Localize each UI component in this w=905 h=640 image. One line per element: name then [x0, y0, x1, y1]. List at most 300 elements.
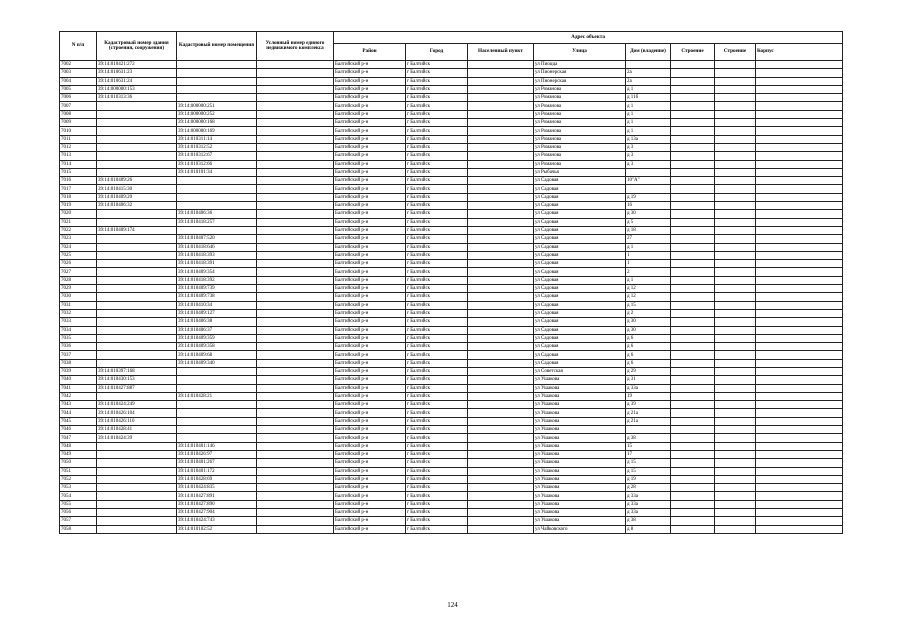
cell-empty — [715, 475, 756, 483]
cell-c: г Балтийск — [406, 334, 468, 342]
cell-d: Балтийский р-н — [334, 367, 406, 375]
cell-h: д 15 — [626, 459, 671, 467]
table-row — [60, 276, 843, 284]
cell-empty — [756, 376, 843, 384]
cell-empty — [257, 384, 334, 392]
table-row — [60, 392, 843, 400]
cell-h — [626, 426, 671, 434]
cell-h — [626, 185, 671, 193]
cell-n: 7004 — [60, 77, 97, 85]
cell-n: 7029 — [60, 285, 97, 293]
cell-b: 39:14:010424:249 — [97, 401, 177, 409]
cell-empty — [257, 61, 334, 69]
cell-empty — [257, 135, 334, 143]
cell-empty — [468, 401, 534, 409]
table-row — [60, 500, 843, 508]
cell-empty — [671, 177, 715, 185]
cell-d: Балтийский р-н — [334, 135, 406, 143]
cell-empty — [468, 417, 534, 425]
cell-empty — [756, 119, 843, 127]
cell-r: 39:14:010418:392 — [177, 276, 257, 284]
cell-empty — [715, 417, 756, 425]
cell-n: 7050 — [60, 459, 97, 467]
cell-empty — [468, 301, 534, 309]
cell-r: 39:14:010409:340 — [177, 359, 257, 367]
cell-n: 7054 — [60, 492, 97, 500]
cell-n: 7007 — [60, 102, 97, 110]
cell-n: 7039 — [60, 367, 97, 375]
cell-r: 39:14:010401:146 — [177, 442, 257, 450]
cell-h: д 38 — [626, 434, 671, 442]
cell-c: г Балтийск — [406, 235, 468, 243]
cell-h: д 6 — [626, 351, 671, 359]
cell-d: Балтийский р-н — [334, 517, 406, 525]
cell-r: 39:14:010409:738 — [177, 293, 257, 301]
cell-empty — [715, 484, 756, 492]
table-row — [60, 202, 843, 210]
cell-s: ул Ушакова — [534, 484, 626, 492]
cell-r — [177, 376, 257, 384]
cell-r: 39:14:010424:743 — [177, 517, 257, 525]
cell-empty — [257, 359, 334, 367]
table-row — [60, 135, 843, 143]
cell-empty — [468, 260, 534, 268]
cell-b: 39:14:010415:30 — [97, 185, 177, 193]
cell-n: 7049 — [60, 450, 97, 458]
cell-d: Балтийский р-н — [334, 475, 406, 483]
cell-empty — [715, 467, 756, 475]
cell-b — [97, 301, 177, 309]
cell-s: ул Садовая — [534, 334, 626, 342]
cell-empty — [756, 235, 843, 243]
cell-h: д 1 — [626, 119, 671, 127]
table-row — [60, 359, 843, 367]
cell-empty — [756, 301, 843, 309]
cell-empty — [715, 343, 756, 351]
cell-h: д 28 — [626, 484, 671, 492]
cell-s: ул Романова — [534, 94, 626, 102]
cell-empty — [468, 94, 534, 102]
cell-b — [97, 492, 177, 500]
cell-d: Балтийский р-н — [334, 193, 406, 201]
cell-c: г Балтийск — [406, 61, 468, 69]
cell-b — [97, 475, 177, 483]
cell-r — [177, 61, 257, 69]
cell-r — [177, 77, 257, 85]
cell-empty — [257, 367, 334, 375]
table-row — [60, 143, 843, 151]
cell-empty — [756, 285, 843, 293]
cell-d: Балтийский р-н — [334, 119, 406, 127]
cell-r: 39:14:010409:359 — [177, 334, 257, 342]
cell-b: 39:14:010426:110 — [97, 417, 177, 425]
cell-empty — [671, 426, 715, 434]
cell-empty — [257, 119, 334, 127]
cell-s: ул Пиоцца — [534, 61, 626, 69]
cell-c: г Балтийск — [406, 384, 468, 392]
cell-empty — [257, 160, 334, 168]
cell-r: 39:14:010418:646 — [177, 243, 257, 251]
cell-s: ул Ушакова — [534, 500, 626, 508]
cell-s: ул Ушакова — [534, 409, 626, 417]
cell-b — [97, 152, 177, 160]
cell-r — [177, 417, 257, 425]
cell-n: 7032 — [60, 309, 97, 317]
cell-empty — [257, 450, 334, 458]
cell-d: Балтийский р-н — [334, 409, 406, 417]
cell-n: 7037 — [60, 351, 97, 359]
cell-empty — [468, 392, 534, 400]
cell-s: ул Садовая — [534, 268, 626, 276]
cell-empty — [257, 525, 334, 533]
cell-h: д 3 — [626, 152, 671, 160]
table-row — [60, 268, 843, 276]
cell-d: Балтийский р-н — [334, 127, 406, 135]
cell-empty — [671, 210, 715, 218]
cell-n: 7002 — [60, 61, 97, 69]
cell-empty — [715, 309, 756, 317]
cell-empty — [257, 168, 334, 176]
cell-h: д 12 — [626, 285, 671, 293]
cell-b — [97, 285, 177, 293]
cell-r — [177, 202, 257, 210]
cell-empty — [468, 334, 534, 342]
cell-s: ул Садовая — [534, 218, 626, 226]
table-row — [60, 426, 843, 434]
cell-s: ул Садовая — [534, 243, 626, 251]
cell-h: 1 — [626, 251, 671, 259]
cell-c: г Балтийск — [406, 243, 468, 251]
cell-r: 39:14:010406:36 — [177, 210, 257, 218]
cell-r — [177, 94, 257, 102]
cell-empty — [257, 285, 334, 293]
cell-empty — [671, 450, 715, 458]
cell-empty — [756, 168, 843, 176]
cell-s: ул Пионерская — [534, 69, 626, 77]
table-row — [60, 177, 843, 185]
cell-h: д 18 — [626, 226, 671, 234]
cell-empty — [468, 185, 534, 193]
cell-c: г Балтийск — [406, 359, 468, 367]
cell-empty — [756, 326, 843, 334]
table-row — [60, 251, 843, 259]
cell-empty — [257, 94, 334, 102]
cell-c: г Балтийск — [406, 210, 468, 218]
header-cadastral-room: Кадастровый номер помещения — [177, 32, 257, 61]
cell-r: 39:14:010401:267 — [177, 459, 257, 467]
cell-r: 39:14:010427:890 — [177, 500, 257, 508]
cell-empty — [756, 434, 843, 442]
cell-b — [97, 235, 177, 243]
cell-empty — [715, 442, 756, 450]
cell-empty — [671, 110, 715, 118]
cell-empty — [468, 251, 534, 259]
cell-n: 7025 — [60, 251, 97, 259]
cell-s: ул Садовая — [534, 301, 626, 309]
cell-s: ул Садовая — [534, 309, 626, 317]
cell-b: 39:14:000000:153 — [97, 85, 177, 93]
cell-d: Балтийский р-н — [334, 110, 406, 118]
cell-h: д 1 — [626, 127, 671, 135]
cell-empty — [756, 392, 843, 400]
cell-h: д 3 — [626, 143, 671, 151]
cell-empty — [671, 160, 715, 168]
cell-empty — [257, 85, 334, 93]
header-street: Улица — [534, 44, 626, 61]
cell-b — [97, 160, 177, 168]
cell-empty — [756, 85, 843, 93]
cell-s: ул Садовая — [534, 177, 626, 185]
cell-c: г Балтийск — [406, 500, 468, 508]
cell-h: д 29 — [626, 367, 671, 375]
cell-d: Балтийский р-н — [334, 492, 406, 500]
cell-empty — [468, 152, 534, 160]
cell-c: г Балтийск — [406, 202, 468, 210]
cell-d: Балтийский р-н — [334, 318, 406, 326]
cell-n: 7056 — [60, 509, 97, 517]
cell-s: ул Садовая — [534, 202, 626, 210]
cell-n: 7012 — [60, 143, 97, 151]
cell-empty — [715, 251, 756, 259]
cell-r — [177, 185, 257, 193]
cell-empty — [756, 442, 843, 450]
cell-d: Балтийский р-н — [334, 401, 406, 409]
cell-r: 39:14:010406:38 — [177, 318, 257, 326]
cell-empty — [468, 285, 534, 293]
cell-d: Балтийский р-н — [334, 376, 406, 384]
cell-empty — [468, 135, 534, 143]
cell-empty — [257, 376, 334, 384]
cell-b — [97, 343, 177, 351]
cell-empty — [671, 359, 715, 367]
cell-b — [97, 459, 177, 467]
cell-empty — [468, 77, 534, 85]
cell-h: д 15 — [626, 467, 671, 475]
cell-empty — [671, 309, 715, 317]
cell-empty — [468, 475, 534, 483]
cell-r: 39:14:010418:393 — [177, 251, 257, 259]
cell-empty — [468, 351, 534, 359]
cell-empty — [468, 409, 534, 417]
cell-c: г Балтийск — [406, 251, 468, 259]
cell-empty — [468, 343, 534, 351]
cell-empty — [468, 276, 534, 284]
cell-empty — [671, 94, 715, 102]
cell-s: ул Ушакова — [534, 434, 626, 442]
cell-h: д 6 — [626, 343, 671, 351]
cell-s: ул Романова — [534, 110, 626, 118]
table-row — [60, 119, 843, 127]
cell-empty — [756, 509, 843, 517]
cell-b: 39:14:010424:39 — [97, 434, 177, 442]
cell-empty — [671, 376, 715, 384]
cell-empty — [257, 401, 334, 409]
cell-r: 39:14:010406:37 — [177, 326, 257, 334]
cell-h: 1 — [626, 260, 671, 268]
cell-d: Балтийский р-н — [334, 177, 406, 185]
cell-empty — [468, 61, 534, 69]
cell-empty — [671, 301, 715, 309]
cell-empty — [715, 185, 756, 193]
cell-empty — [468, 202, 534, 210]
cell-n: 7011 — [60, 135, 97, 143]
cell-h — [626, 168, 671, 176]
cell-s: ул Ушакова — [534, 384, 626, 392]
table-row — [60, 384, 843, 392]
cell-n: 7035 — [60, 334, 97, 342]
cell-empty — [671, 226, 715, 234]
cell-empty — [671, 525, 715, 533]
cell-s: ул Романова — [534, 85, 626, 93]
cell-h: д 33а — [626, 509, 671, 517]
cell-h — [626, 61, 671, 69]
table-row — [60, 450, 843, 458]
cell-c: г Балтийск — [406, 193, 468, 201]
table-row — [60, 343, 843, 351]
cell-empty — [715, 293, 756, 301]
cell-c: г Балтийск — [406, 376, 468, 384]
cell-c: г Балтийск — [406, 434, 468, 442]
cell-empty — [715, 243, 756, 251]
cell-n: 7016 — [60, 177, 97, 185]
cell-d: Балтийский р-н — [334, 334, 406, 342]
table-row — [60, 110, 843, 118]
cell-c: г Балтийск — [406, 276, 468, 284]
cell-empty — [257, 334, 334, 342]
cell-empty — [715, 202, 756, 210]
table-row — [60, 77, 843, 85]
header-building: Строение — [671, 44, 715, 61]
cell-s: ул Романова — [534, 160, 626, 168]
cell-r: 39:14:010407:520 — [177, 235, 257, 243]
cell-b: 39:14:010426:104 — [97, 409, 177, 417]
cell-empty — [468, 102, 534, 110]
cell-empty — [468, 450, 534, 458]
page-number: 124 — [447, 601, 458, 609]
cell-d: Балтийский р-н — [334, 467, 406, 475]
table-row — [60, 185, 843, 193]
table-row — [60, 61, 843, 69]
cell-empty — [756, 193, 843, 201]
cell-n: 7019 — [60, 202, 97, 210]
cell-d: Балтийский р-н — [334, 168, 406, 176]
cell-c: г Балтийск — [406, 459, 468, 467]
cell-empty — [715, 285, 756, 293]
cell-d: Балтийский р-н — [334, 210, 406, 218]
cell-r: 39:14:010424:835 — [177, 484, 257, 492]
cell-d: Балтийский р-н — [334, 268, 406, 276]
cell-empty — [671, 334, 715, 342]
cell-c: г Балтийск — [406, 484, 468, 492]
cell-r: 39:14:010101:34 — [177, 168, 257, 176]
cell-empty — [671, 185, 715, 193]
cell-h: д 1 — [626, 276, 671, 284]
cell-d: Балтийский р-н — [334, 69, 406, 77]
cell-h: д 5 — [626, 218, 671, 226]
cell-empty — [257, 318, 334, 326]
cell-c: г Балтийск — [406, 77, 468, 85]
cell-d: Балтийский р-н — [334, 77, 406, 85]
cell-s: ул Чайковского — [534, 525, 626, 533]
cell-r: 39:14:010428:69 — [177, 475, 257, 483]
cell-empty — [756, 384, 843, 392]
cell-n: 7055 — [60, 500, 97, 508]
cell-d: Балтийский р-н — [334, 392, 406, 400]
cell-d: Балтийский р-н — [334, 384, 406, 392]
cell-d: Балтийский р-н — [334, 426, 406, 434]
cell-b — [97, 243, 177, 251]
cell-empty — [468, 484, 534, 492]
cell-b — [97, 500, 177, 508]
header-house: Дом (владение) — [626, 44, 671, 61]
cell-empty — [468, 293, 534, 301]
cell-n: 7017 — [60, 185, 97, 193]
cell-empty — [468, 326, 534, 334]
cell-b: 39:14:010421:272 — [97, 61, 177, 69]
cell-h: д 19 — [626, 475, 671, 483]
cell-r — [177, 69, 257, 77]
cell-b — [97, 293, 177, 301]
cell-empty — [468, 160, 534, 168]
cell-r — [177, 193, 257, 201]
cell-empty — [715, 492, 756, 500]
cell-empty — [715, 127, 756, 135]
cell-empty — [715, 434, 756, 442]
cell-empty — [715, 509, 756, 517]
cell-c: г Балтийск — [406, 102, 468, 110]
cell-empty — [756, 343, 843, 351]
cell-c: г Балтийск — [406, 177, 468, 185]
cell-empty — [715, 376, 756, 384]
cell-r: 39:14:010311:14 — [177, 135, 257, 143]
cell-r: 39:14:000000:251 — [177, 102, 257, 110]
cell-n: 7015 — [60, 168, 97, 176]
cell-h: д 1 — [626, 110, 671, 118]
cell-h: 16 — [626, 202, 671, 210]
cell-empty — [756, 359, 843, 367]
table-row — [60, 260, 843, 268]
cell-s: ул Романова — [534, 102, 626, 110]
cell-empty — [671, 135, 715, 143]
cell-n: 7033 — [60, 318, 97, 326]
cell-c: г Балтийск — [406, 69, 468, 77]
cell-empty — [756, 492, 843, 500]
cell-n: 7043 — [60, 401, 97, 409]
header-settlement: Населенный пункт — [468, 44, 534, 61]
table-row — [60, 517, 843, 525]
cell-empty — [671, 260, 715, 268]
cell-d: Балтийский р-н — [334, 243, 406, 251]
cell-d: Балтийский р-н — [334, 359, 406, 367]
cell-s: ул Ушакова — [534, 450, 626, 458]
cell-n: 7022 — [60, 226, 97, 234]
cell-b: 39:14:010631:23 — [97, 69, 177, 77]
cell-empty — [468, 127, 534, 135]
cell-empty — [468, 467, 534, 475]
cell-b — [97, 268, 177, 276]
cell-c: г Балтийск — [406, 85, 468, 93]
cell-c: г Балтийск — [406, 525, 468, 533]
cell-h: д 19 — [626, 193, 671, 201]
cell-s: ул Ушакова — [534, 509, 626, 517]
cell-s: ул Ушакова — [534, 442, 626, 450]
cell-c: г Балтийск — [406, 119, 468, 127]
cell-empty — [715, 85, 756, 93]
cell-empty — [756, 484, 843, 492]
cell-b — [97, 119, 177, 127]
cell-empty — [715, 260, 756, 268]
cell-empty — [756, 69, 843, 77]
